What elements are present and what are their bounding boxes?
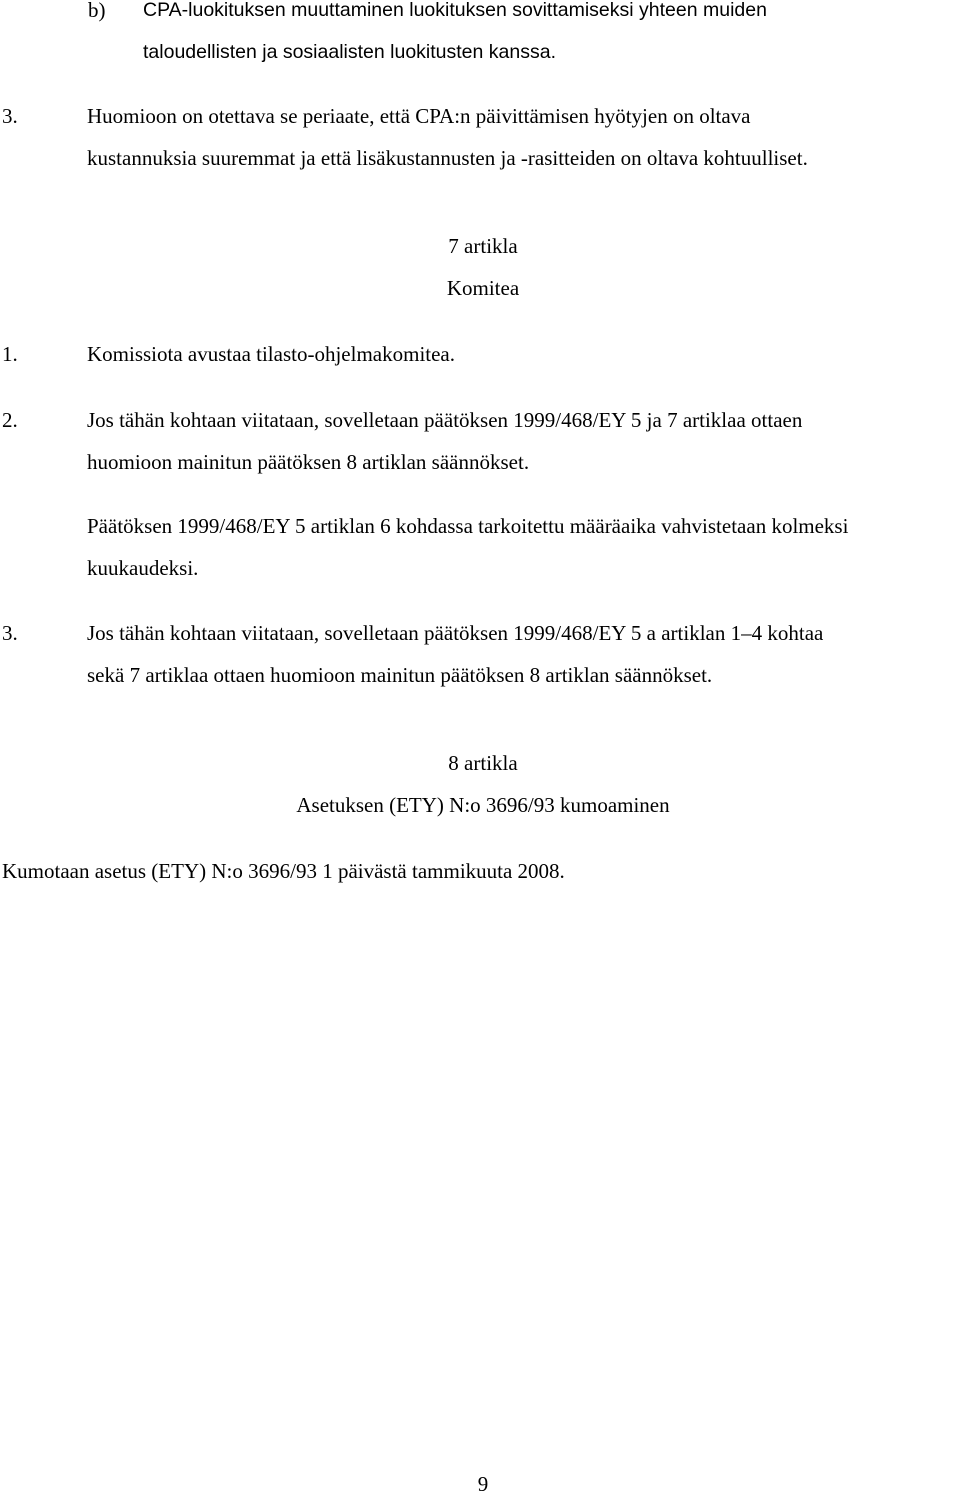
art7-p2-line-1: Jos tähän kohtaan viitataan, sovelletaan päätöksen 1999/468/EY 5 ja 7 artiklaa ottaen — [87, 408, 803, 432]
paragraph-number-3: 3. — [2, 104, 18, 128]
art7-paragraph-number-2: 2. — [2, 408, 18, 432]
article-8-title: Asetuksen (ETY) N:o 3696/93 kumoaminen — [296, 793, 670, 817]
art7-p2-sub-line-1: Päätöksen 1999/468/EY 5 artiklan 6 kohdassa tarkoitettu määräaika vahvistetaan kolmeksi — [87, 514, 849, 538]
art7-p1-line-1: Komissiota avustaa tilasto-ohjelmakomitea. — [87, 342, 456, 366]
page-number: 9 — [477, 1472, 489, 1496]
art7-p2-sub-line-2: kuukaudeksi. — [87, 556, 199, 580]
art7-paragraph-number-1: 1. — [2, 342, 18, 366]
art6-p3-line-2: kustannuksia suuremmat ja että lisäkustannusten ja -rasitteiden on oltava kohtuulliset. — [87, 146, 808, 170]
item-b-line-1: CPA-luokituksen muuttaminen luokituksen sovittamiseksi yhteen muiden — [143, 0, 767, 21]
list-marker-b: b) — [88, 0, 106, 22]
art6-p3-line-1: Huomioon on otettava se periaate, että CPA:n päivittämisen hyötyjen on oltava — [87, 104, 751, 128]
art7-p2-line-2: huomioon mainitun päätöksen 8 artiklan säännökset. — [87, 450, 530, 474]
article-8-body: Kumotaan asetus (ETY) N:o 3696/93 1 päivästä tammikuuta 2008. — [2, 859, 565, 883]
article-8-heading: 8 artikla — [448, 751, 518, 775]
art7-p3-line-1: Jos tähän kohtaan viitataan, sovelletaan päätöksen 1999/468/EY 5 a artiklan 1–4 kohtaa — [87, 621, 824, 645]
article-7-title: Komitea — [446, 276, 520, 300]
article-7-heading: 7 artikla — [448, 234, 518, 258]
art7-p3-line-2: sekä 7 artiklaa ottaen huomioon mainitun päätöksen 8 artiklan säännökset. — [87, 663, 713, 687]
art7-paragraph-number-3: 3. — [2, 621, 18, 645]
item-b-line-2: taloudellisten ja sosiaalisten luokitusten kanssa. — [143, 41, 556, 63]
